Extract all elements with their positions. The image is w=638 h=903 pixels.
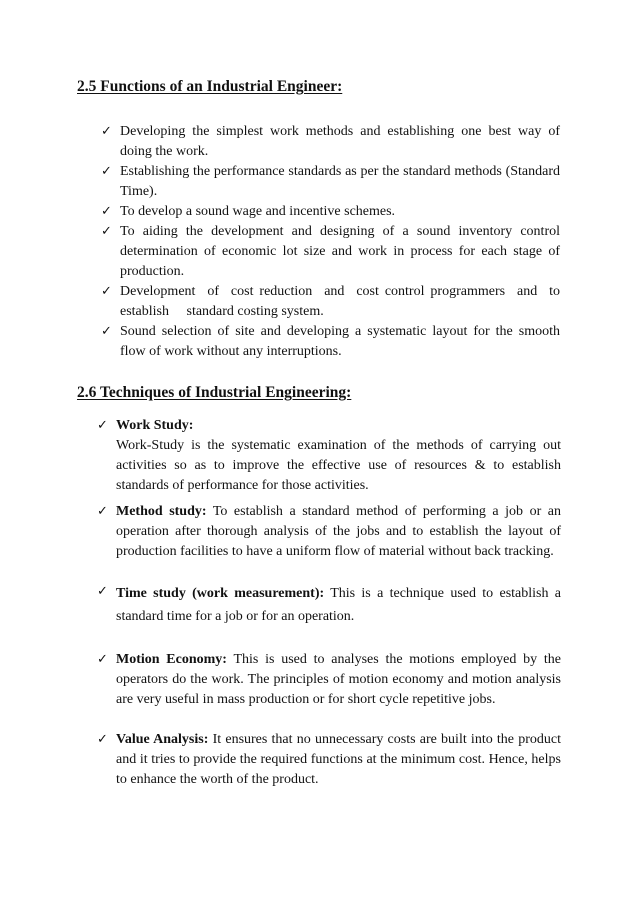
technique-description: To establish a standard method of performing a job or an operation after thorough analysis of the jobs and to establish the layout of production facilities to have a uniform flow of material without back tracking. (116, 504, 561, 559)
checkmark-icon: ✓ (101, 124, 112, 139)
list-item-text: Development of cost reduction and cost control programmers and to establish standard costing system. (120, 284, 564, 319)
list-item-text: Establishing the performance standards as per the standard methods (Standard Time). (120, 164, 560, 199)
checkmark-icon: ✓ (97, 584, 108, 599)
list-item-text: To aiding the development and designing of a sound inventory control determination of economic lot size and work in process for each stage of production. (120, 224, 560, 279)
technique-description: Work-Study is the systematic examination of the methods of carrying out activities so as to improve the effective use of resources & to establish standards of performance for those activities. (116, 438, 561, 493)
technique-term-work-study: Work Study: (116, 418, 194, 433)
section-heading-functions: 2.5 Functions of an Industrial Engineer: (77, 78, 343, 95)
technique-term-method-study: Method study: (116, 504, 207, 519)
checkmark-icon: ✓ (97, 732, 108, 747)
checkmark-icon: ✓ (97, 652, 108, 667)
list-item (97, 582, 561, 628)
technique-description: This is used to analyses the motions employed by the operators do the work. The principles of motion economy and motion analysis are very useful in mass production or for short cycle repetitive jobs. (116, 652, 561, 707)
list-item (101, 222, 560, 282)
functions-list (101, 122, 564, 362)
list-item (101, 282, 564, 322)
checkmark-icon: ✓ (101, 224, 112, 239)
technique-term-value-analysis: Value Analysis: (116, 732, 209, 747)
list-item (101, 202, 560, 222)
technique-term-motion-economy: Motion Economy: (116, 652, 227, 667)
checkmark-icon: ✓ (97, 418, 108, 433)
checkmark-icon: ✓ (101, 324, 112, 339)
list-item (97, 502, 561, 562)
checkmark-icon: ✓ (101, 284, 112, 299)
technique-description: This is a technique used to establish a standard time for a job or for an operation. (116, 586, 561, 624)
technique-description: It ensures that no unnecessary costs are built into the product and it tries to provide the required functions at the minimum cost. Hence, helps to enhance the worth of the product. (116, 732, 561, 787)
list-item (101, 162, 560, 202)
checkmark-icon: ✓ (101, 164, 112, 179)
list-item (97, 650, 561, 710)
list-item (97, 416, 561, 496)
checkmark-icon: ✓ (97, 504, 108, 519)
checkmark-icon: ✓ (101, 204, 112, 219)
techniques-list (97, 416, 561, 790)
list-item-text: To develop a sound wage and incentive schemes. (120, 204, 396, 219)
list-item-text: Developing the simplest work methods and establishing one best way of doing the work. (120, 124, 560, 159)
section-heading-techniques: 2.6 Techniques of Industrial Engineering: (77, 384, 352, 401)
technique-term-time-study: Time study (work measurement): (116, 586, 325, 601)
list-item-text: Sound selection of site and developing a systematic layout for the smooth flow of work without any interruptions. (120, 324, 560, 359)
list-item (101, 322, 560, 362)
list-item (101, 122, 560, 162)
list-item (97, 730, 561, 790)
